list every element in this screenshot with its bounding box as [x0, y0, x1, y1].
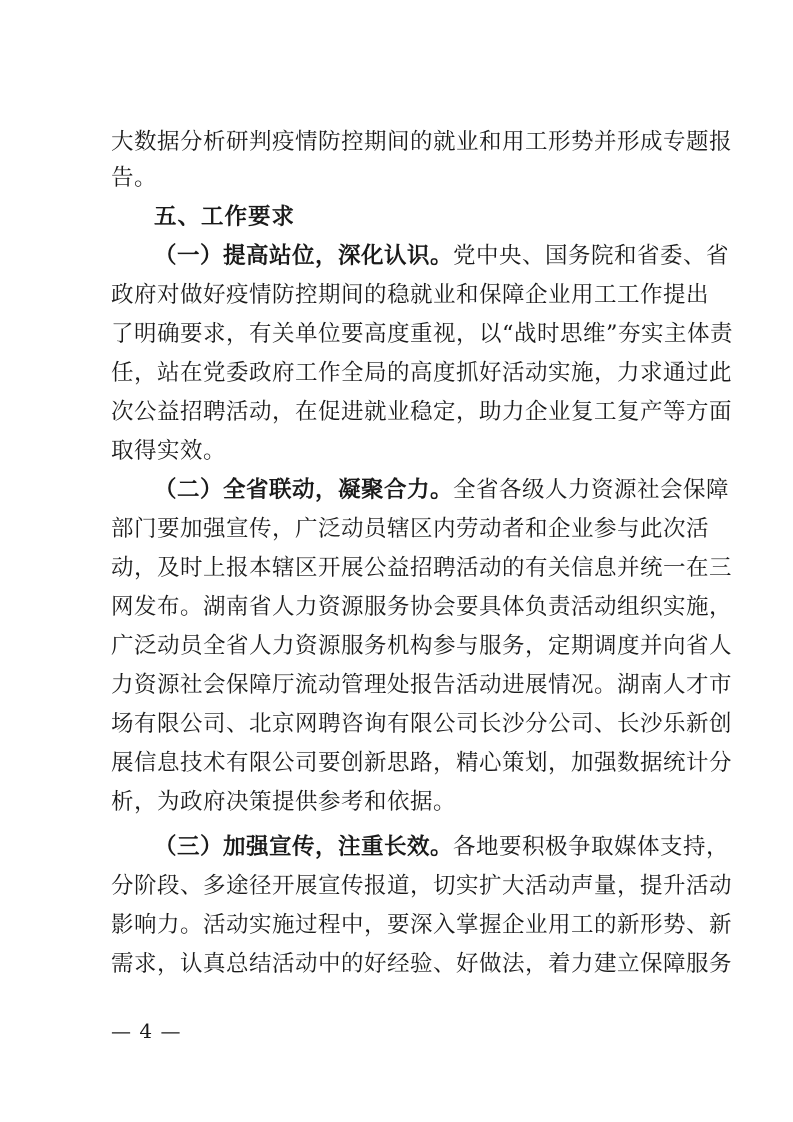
item-3-first-line-rest: 各地要积极争取媒体支持，: [453, 834, 730, 860]
page-number: — 4 —: [111, 1019, 182, 1043]
item-1-line: 任，站在党委政府工作全局的高度抓好活动实施，力求通过此: [111, 360, 733, 386]
item-3-first-line: [154, 832, 730, 862]
item-2-line: 部门要加强宣传，广泛动员辖区内劳动者和企业参与此次活: [111, 516, 710, 542]
item-2-label: （二）全省联动，凝聚合力。: [154, 477, 454, 503]
item-3-line: 影响力。活动实施过程中，要深入掌握企业用工的新形势、新: [111, 912, 733, 938]
item-1-line: 取得实效。: [111, 438, 227, 464]
item-1-line: 政府对做好疫情防控期间的稳就业和保障企业用工工作提出: [111, 282, 710, 308]
intro-line-1: 大数据分析研判疫情防控期间的就业和用工形势并形成专题报: [111, 129, 733, 155]
item-2-first-line: [154, 475, 730, 505]
item-2-line: 析，为政府决策提供参考和依据。: [111, 789, 457, 815]
item-2-line: 力资源社会保障厅流动管理处报告活动进展情况。湖南人才市: [111, 672, 733, 698]
item-3-line: 需求，认真总结活动中的好经验、好做法，着力建立保障服务: [111, 951, 733, 977]
item-1-first-line-rest: 党中央、国务院和省委、省: [453, 243, 730, 269]
item-2-line: 网发布。湖南省人力资源服务协会要具体负责活动组织实施，: [111, 594, 733, 620]
item-1-line: 次公益招聘活动，在促进就业稳定，助力企业复工复产等方面: [111, 399, 733, 425]
item-3-line: 分阶段、多途径开展宣传报道，切实扩大活动声量，提升活动: [111, 873, 733, 899]
item-2-first-line-rest: 全省各级人力资源社会保障: [453, 477, 730, 503]
item-3-label: （三）加强宣传，注重长效。: [154, 834, 454, 860]
intro-line-2: 告。: [111, 165, 158, 191]
item-2-line: 展信息技术有限公司要创新思路，精心策划，加强数据统计分: [111, 750, 733, 776]
item-1-line: 了明确要求，有关单位要高度重视，以“战时思维”夯实主体责: [111, 321, 734, 347]
item-2-line: 广泛动员全省人力资源服务机构参与服务，定期调度并向省人: [111, 633, 733, 659]
item-1-label: （一）提高站位，深化认识。: [154, 243, 454, 269]
section-heading: 五、工作要求: [154, 204, 296, 230]
item-2-line: 动，及时上报本辖区开展公益招聘活动的有关信息并统一在三: [111, 555, 733, 581]
item-1-first-line: [154, 241, 730, 271]
item-2-line: 场有限公司、北京网聘咨询有限公司长沙分公司、长沙乐新创: [111, 711, 733, 737]
